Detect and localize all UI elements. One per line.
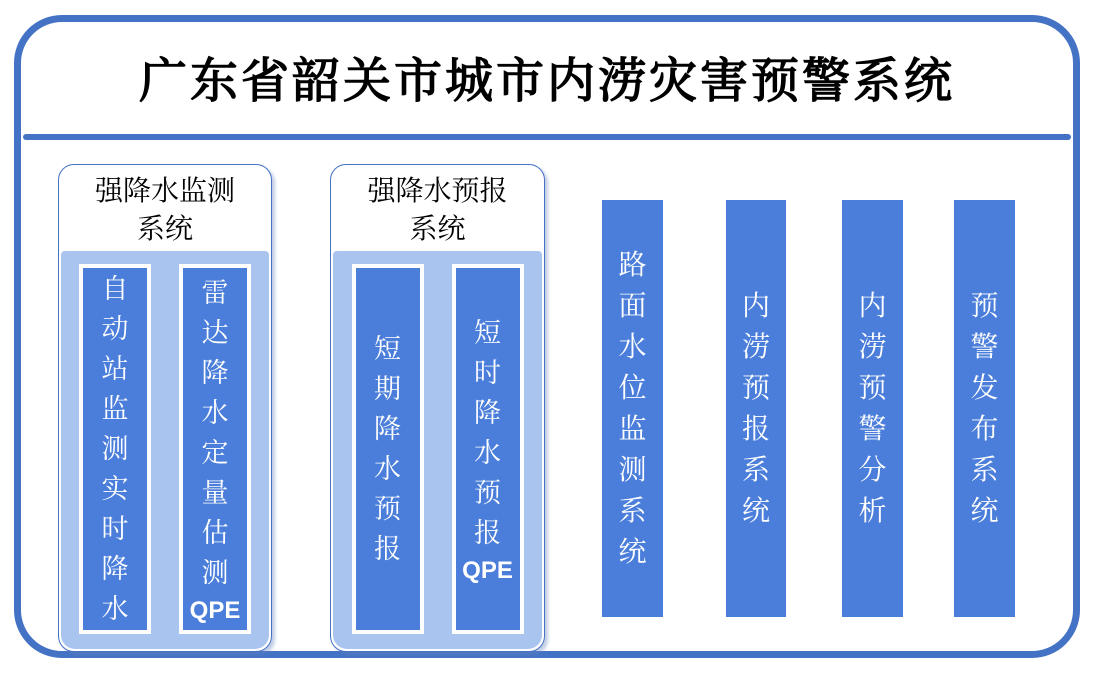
group-box-rain-forecast — [330, 164, 545, 652]
system-bar-waterlogging-forecast — [726, 200, 786, 617]
bar-label: 雷达降水定量估测 — [201, 278, 229, 588]
bar-label: 预警发布系统 — [970, 290, 999, 527]
system-bar-auto-station-rain — [79, 264, 151, 634]
bar-label: 内涝预警分析 — [858, 290, 887, 527]
bar-label: 内涝预报系统 — [741, 290, 770, 527]
page-title: 广东省韶关市城市内涝灾害预警系统 — [138, 55, 955, 108]
bar-label: 自动站监测实时降水 — [101, 274, 129, 624]
outer-frame — [14, 15, 1080, 658]
system-bar-radar-qpe — [179, 264, 251, 634]
group-panel-rain-forecast — [333, 251, 542, 649]
bar-label: 路面水位监测系统 — [618, 249, 647, 568]
system-bar-waterlogging-warning-analysis — [842, 200, 903, 617]
bar-label-latin: QPE — [189, 597, 241, 624]
group-panel-rain-monitoring — [61, 251, 269, 649]
bar-label: 短时降水预报 — [473, 318, 501, 548]
group-title-rain-forecast: 强降水预报系统 — [367, 176, 508, 245]
group-title-rain-monitoring: 强降水监测系统 — [94, 176, 235, 245]
system-bar-shortterm-forecast — [352, 264, 424, 634]
system-bar-nowcast-qpe — [452, 264, 524, 634]
title-divider — [23, 134, 1071, 140]
group-box-rain-monitoring — [58, 164, 272, 652]
system-bar-warning-release — [954, 200, 1015, 617]
system-bar-road-water-level — [602, 200, 663, 617]
bar-label: 短期降水预报 — [373, 334, 401, 564]
bar-label-latin: QPE — [462, 557, 513, 584]
